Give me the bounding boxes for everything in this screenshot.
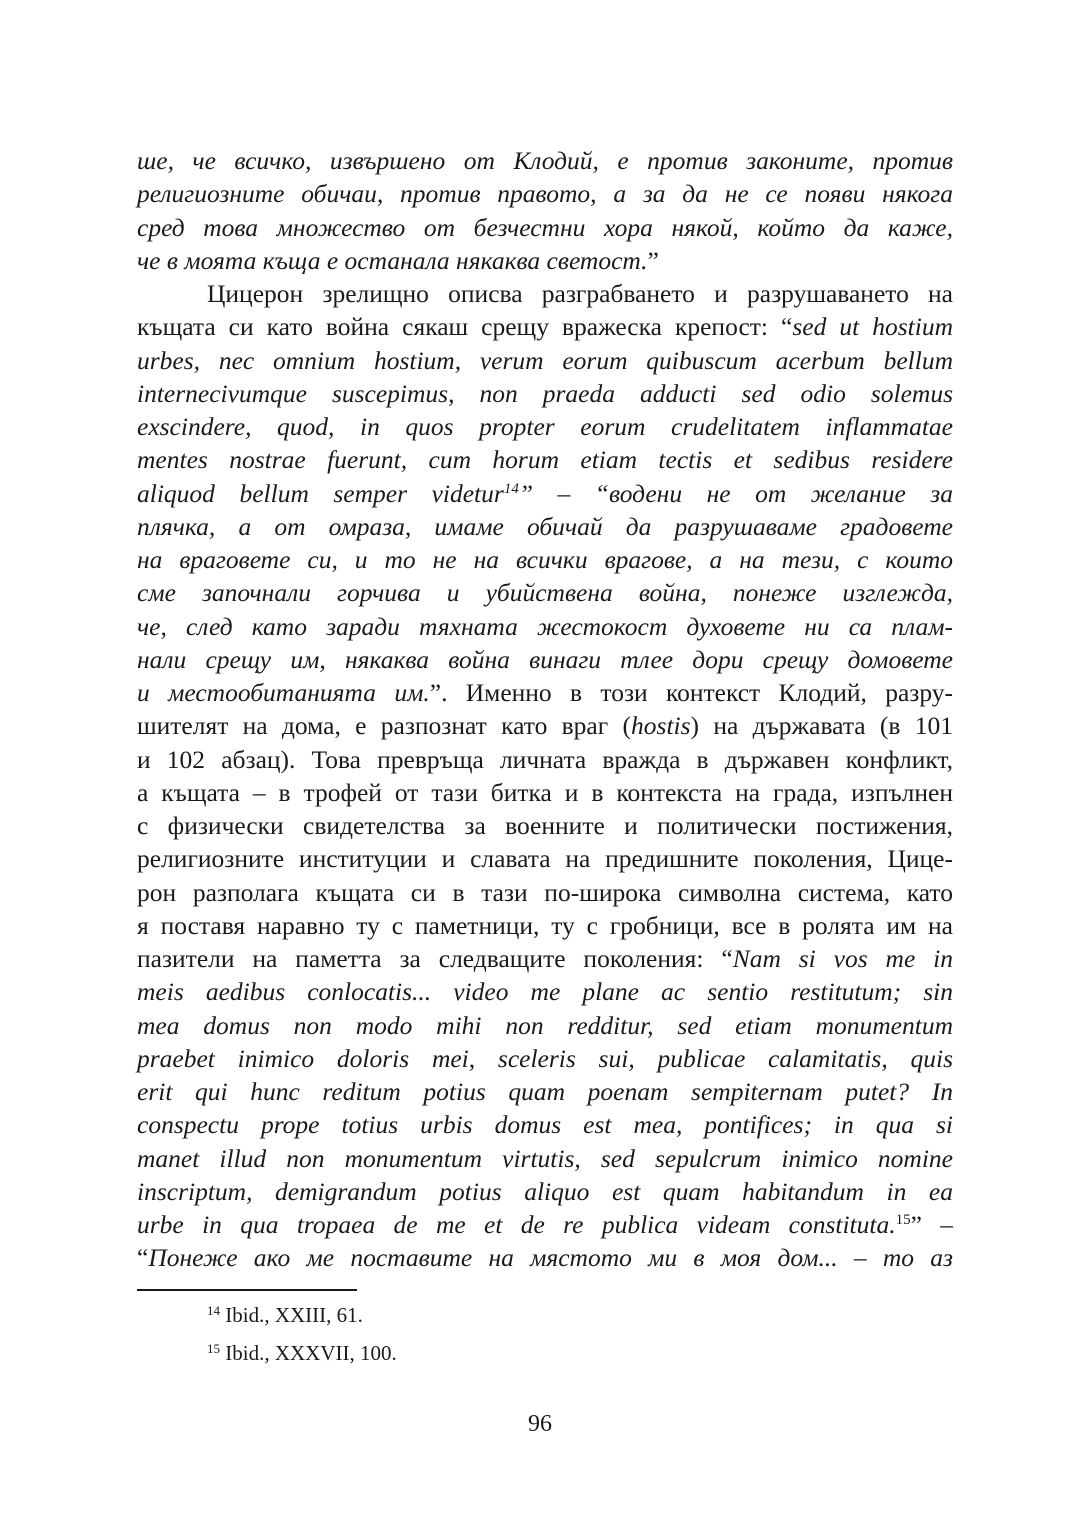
text-segment: и местообитанията им. xyxy=(137,678,430,707)
text-line xyxy=(137,943,953,975)
text-line xyxy=(137,1209,953,1241)
text-line xyxy=(137,644,953,676)
text-line xyxy=(137,1242,953,1274)
text-segment: религиозните обичаи, против правото, а за да не се появи някога xyxy=(137,179,953,209)
text-segment: ” – xyxy=(910,1210,953,1239)
text-segment: рон разполага къщата си в тази по-широка символна система, като xyxy=(137,877,953,907)
text-line xyxy=(137,311,953,343)
text-segment: шителят на дома, е разпознат като враг ( xyxy=(137,711,632,741)
text-line xyxy=(137,245,953,277)
text-segment: meis aedibus conlocatis... video me plane ac sentio restitutum; sin xyxy=(137,977,953,1007)
text-line xyxy=(137,777,953,809)
text-line xyxy=(137,1176,953,1208)
footnote-text: Ibid., XXXVII, 100. xyxy=(225,1341,397,1365)
text-line xyxy=(137,843,953,875)
text-segment: mentes nostrae fuerunt, cum horum etiam tectis et sedibus residere xyxy=(137,445,953,475)
text-segment: hostis xyxy=(631,711,691,741)
text-line xyxy=(137,411,953,443)
text-segment: и 102 абзац). Това превръща личната вражда в държавен конфликт, xyxy=(137,744,953,774)
text-line xyxy=(137,478,953,510)
text-segment: на враговете си, и то не на всички врагове, а на тези, с които xyxy=(137,545,953,574)
text-segment: conspectu prope totius urbis domus est mea, pontifices; in qua si xyxy=(137,1110,953,1140)
text-line xyxy=(137,810,953,842)
text-line xyxy=(137,976,953,1008)
text-line xyxy=(137,444,953,476)
footnote xyxy=(207,1302,363,1328)
text-segment: а къщата – в трофей от тази битка и в контекста на града, изпълнен xyxy=(137,777,953,807)
text-segment: ” – “водени не от желание за xyxy=(518,478,953,508)
footnote xyxy=(207,1340,397,1366)
text-segment: Понеже ако ме поставите на мястото ми в моя дом... – то аз xyxy=(148,1243,953,1273)
text-line xyxy=(137,577,953,609)
text-line xyxy=(137,511,953,543)
text-segment: inscriptum, demigrandum potius aliquo est quam habitandum in ea xyxy=(137,1176,953,1206)
text-line xyxy=(137,345,953,377)
text-segment: ше, че всичко, извършено от Клодий, е против законите, против xyxy=(137,146,953,175)
footnote-separator xyxy=(137,1289,357,1291)
text-segment: Цицерон зрелищно описва разграбването и разрушаването на xyxy=(207,279,953,308)
text-line xyxy=(137,677,953,709)
text-line xyxy=(137,910,953,942)
text-line xyxy=(137,1076,953,1108)
text-segment: mea domus non modo mihi non redditur, sed etiam monumentum xyxy=(137,1010,953,1040)
text-segment: “ xyxy=(137,1243,149,1273)
footnote-ref: 15 xyxy=(895,1212,911,1228)
footnote-number: 14 xyxy=(207,1303,220,1318)
text-segment: сред това множество от безчестни хора някой, който да каже, xyxy=(137,212,953,242)
text-segment: с физически свидетелства за военните и политически постижения, xyxy=(137,811,953,840)
text-line xyxy=(137,1143,953,1175)
text-line xyxy=(137,145,953,177)
text-line xyxy=(137,877,953,909)
text-segment: Nam si vos me in xyxy=(732,944,953,973)
text-segment: плячка, а от омраза, имаме обичай да разрушаваме градовете xyxy=(137,511,953,541)
footnote-ref: 14 xyxy=(503,480,519,497)
text-line xyxy=(137,544,953,576)
text-line xyxy=(137,378,953,410)
text-line xyxy=(137,611,953,643)
text-segment: aliquod bellum semper videtur xyxy=(137,478,504,508)
text-segment: нали срещу им, някаква война винаги тлее дори срещу домовете xyxy=(137,644,953,674)
footnote-number: 15 xyxy=(207,1341,220,1356)
text-segment: sed ut hostium xyxy=(792,312,953,342)
text-segment: сме започнали горчива и убийствена война, понеже изглежда, xyxy=(137,578,953,608)
text-segment: urbes, nec omnium hostium, verum eorum quibuscum acerbum bellum xyxy=(137,345,953,375)
text-segment: религиозните институции и славата на предишните поколения, Цице- xyxy=(137,844,953,874)
text-segment: praebet inimico doloris mei, sceleris sui, publicae calamitatis, quis xyxy=(137,1043,953,1073)
text-segment: къщата си като война сякаш срещу вражеска крепост: “ xyxy=(137,312,793,342)
text-segment: пазители на паметта за следващите поколения: “ xyxy=(137,944,733,973)
text-segment: че в моята къща е останала някаква светост. xyxy=(137,245,648,275)
text-line xyxy=(207,278,953,310)
text-line xyxy=(137,1043,953,1075)
text-line xyxy=(137,178,953,210)
text-line xyxy=(137,744,953,776)
text-segment: ”. Именно в този контекст Клодий, разру- xyxy=(429,678,953,707)
text-segment: ) на държавата (в 101 xyxy=(690,711,953,741)
text-segment: я поставя наравно ту с паметници, ту с гробници, все в ролята им на xyxy=(137,910,953,940)
text-segment: erit qui hunc reditum potius quam poenam sempiternam putet? In xyxy=(137,1077,953,1106)
text-segment: че, след като заради тяхната жестокост духовете ни са плам- xyxy=(137,611,953,641)
text-segment: exscindere, quod, in quos propter eorum crudelitatem inflammatae xyxy=(137,412,953,441)
text-segment: urbe in qua tropaea de me et de re publica videam constituta. xyxy=(137,1210,896,1239)
text-line xyxy=(137,710,953,742)
text-line xyxy=(137,1010,953,1042)
text-line xyxy=(137,212,953,244)
text-line xyxy=(137,1109,953,1141)
footnote-text: Ibid., XXIII, 61. xyxy=(225,1303,363,1327)
text-segment: ” xyxy=(647,245,659,275)
text-segment: manet illud non monumentum virtutis, sed sepulcrum inimico nomine xyxy=(137,1143,953,1173)
page-number: 96 xyxy=(528,1411,552,1437)
text-segment: internecivumque suscepimus, non praeda adducti sed odio solemus xyxy=(137,378,953,408)
